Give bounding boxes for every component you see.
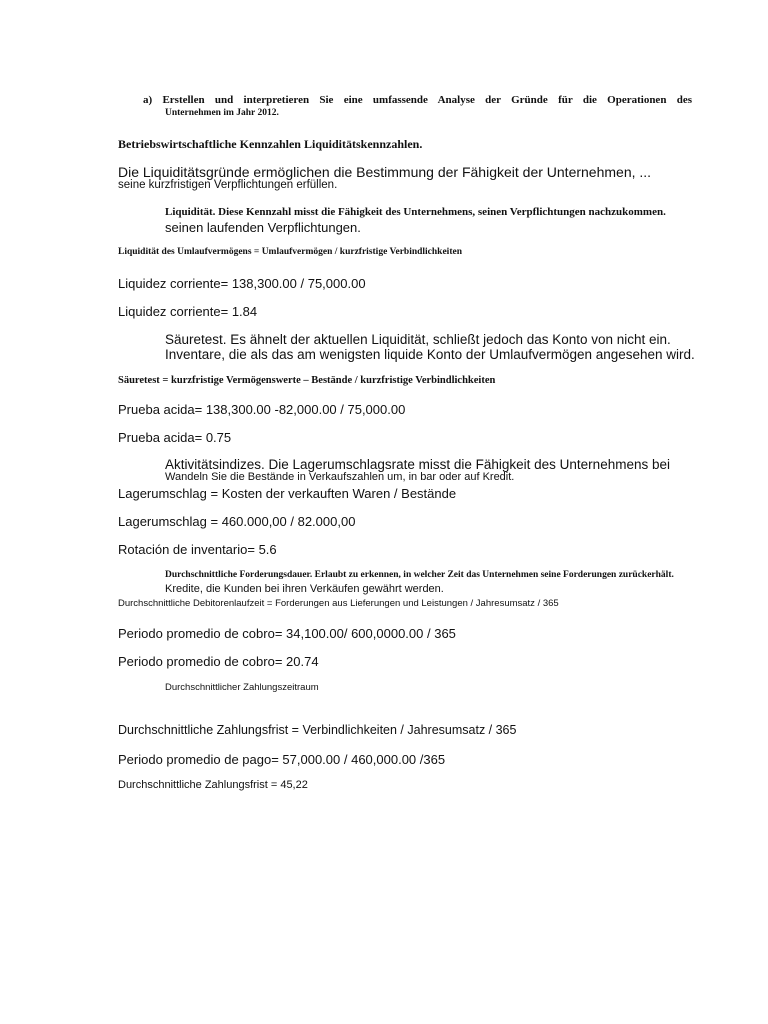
- inventory-turnover-calculation: Lagerumschlag = 460.000,00 / 82.000,00: [118, 514, 356, 529]
- inventory-turnover-result: Rotación de inventario= 5.6: [118, 542, 277, 557]
- task-heading: a) Erstellen und interpretieren Sie eine umfassende Analyse der Gründe für die Operationen des: [143, 94, 692, 106]
- intro-text: Die Liquiditätsgründe ermöglichen die Bestimmung der Fähigkeit der Unternehmen, ...: [118, 164, 652, 180]
- liquidity-result: Liquidez corriente= 1.84: [118, 304, 258, 319]
- payables-heading: Durchschnittlicher Zahlungszeitraum: [165, 682, 319, 693]
- acid-test-result: Prueba acida= 0.75: [118, 430, 232, 445]
- payables-calculation: Periodo promedio de pago= 57,000.00 / 460,000.00 /365: [118, 752, 446, 767]
- activity-definition-continuation: Wandeln Sie die Bestände in Verkaufszahlen um, in bar oder auf Kredit.: [165, 471, 515, 483]
- intro-text-continuation: seine kurzfristigen Verpflichtungen erfüllen.: [118, 179, 338, 191]
- receivables-definition-continuation: Kredite, die Kunden bei ihren Verkäufen gewährt werden.: [165, 583, 444, 595]
- section-heading: Betriebswirtschaftliche Kennzahlen Liquiditätskennzahlen.: [118, 137, 423, 151]
- acid-test-definition-continuation: Inventare, die als das am wenigsten liquide Konto der Umlaufvermögen angesehen wird.: [165, 347, 695, 362]
- receivables-result: Periodo promedio de cobro= 20.74: [118, 654, 319, 669]
- liquidity-definition: Liquidität. Diese Kennzahl misst die Fähigkeit des Unternehmens, seinen Verpflichtungen nachzukommen.: [165, 206, 666, 218]
- liquidity-formula: Liquidität des Umlaufvermögens = Umlaufvermögen / kurzfristige Verbindlichkeiten: [118, 247, 462, 257]
- task-heading-continuation: Unternehmen im Jahr 2012.: [165, 108, 279, 118]
- payables-formula: Durchschnittliche Zahlungsfrist = Verbindlichkeiten / Jahresumsatz / 365: [118, 723, 517, 737]
- inventory-turnover-formula: Lagerumschlag = Kosten der verkauften Waren / Bestände: [118, 486, 457, 501]
- receivables-calculation: Periodo promedio de cobro= 34,100.00/ 600,0000.00 / 365: [118, 626, 456, 641]
- liquidity-definition-continuation: seinen laufenden Verpflichtungen.: [165, 220, 361, 235]
- activity-definition: Aktivitätsindizes. Die Lagerumschlagsrate misst die Fähigkeit des Unternehmens bei: [165, 457, 670, 472]
- acid-test-formula: Säuretest = kurzfristige Vermögenswerte – Bestände / kurzfristige Verbindlichkeiten: [118, 375, 496, 386]
- liquidity-calculation: Liquidez corriente= 138,300.00 / 75,000.00: [118, 276, 366, 291]
- receivables-formula: Durchschnittliche Debitorenlaufzeit = Forderungen aus Lieferungen und Leistungen / Jahresumsatz / 365: [118, 598, 559, 609]
- payables-result: Durchschnittliche Zahlungsfrist = 45,22: [118, 779, 308, 791]
- acid-test-calculation: Prueba acida= 138,300.00 -82,000.00 / 75,000.00: [118, 402, 406, 417]
- receivables-definition: Durchschnittliche Forderungsdauer. Erlaubt zu erkennen, in welcher Zeit das Unternehmen seine Forderungen zurückerhält.: [165, 570, 674, 580]
- acid-test-definition: Säuretest. Es ähnelt der aktuellen Liquidität, schließt jedoch das Konto von nicht ein.: [165, 332, 671, 347]
